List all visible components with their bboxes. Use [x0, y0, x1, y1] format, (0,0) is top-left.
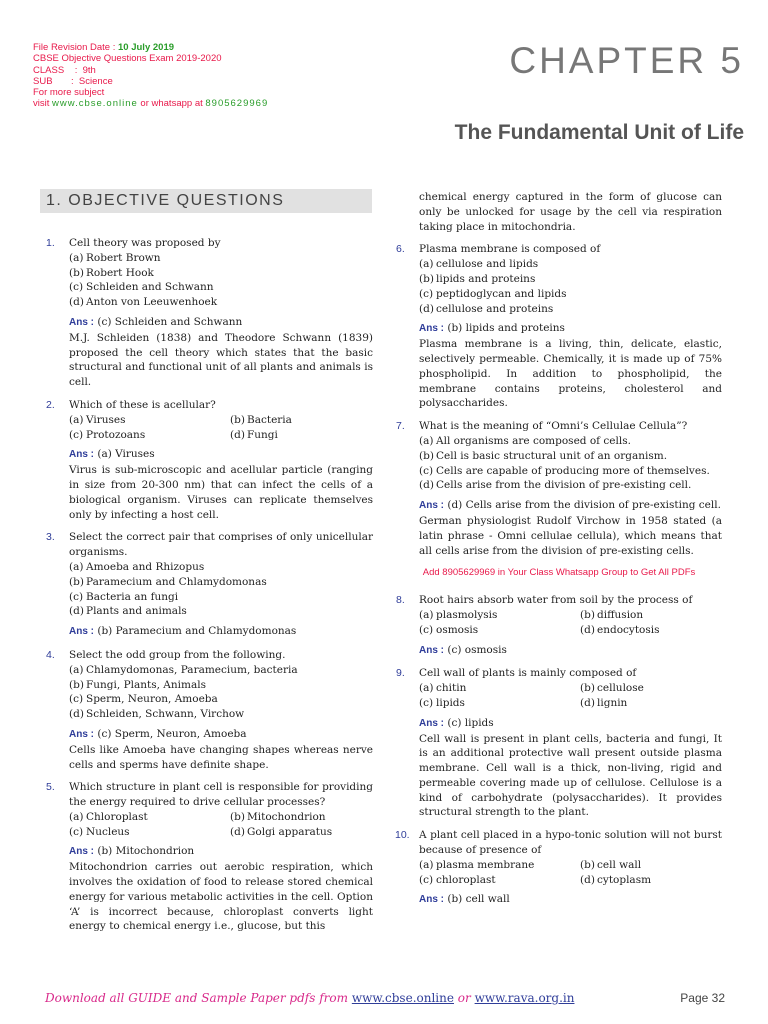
option-letter: (b) — [230, 413, 245, 426]
option-letter: (a) — [69, 663, 84, 676]
option-text: Schleiden and Schwann — [86, 281, 214, 294]
answer-text: (c) Schleiden and Schwann — [97, 315, 243, 328]
option-text: Chloroplast — [86, 810, 148, 823]
option-letter: (c) — [69, 693, 84, 706]
option-letter: (c) — [419, 873, 434, 886]
answer — [69, 447, 373, 463]
option-text: cytoplasm — [597, 873, 652, 886]
question-stem: Select the odd group from the following. — [69, 648, 286, 661]
option-text: Plants and animals — [86, 605, 187, 618]
option-letter: (a) — [69, 413, 84, 426]
answer-text: (b) Mitochondrion — [97, 845, 195, 858]
option — [230, 825, 373, 840]
option-letter: (a) — [419, 258, 434, 271]
option-letter: (c) — [69, 590, 84, 603]
section-heading-bar — [40, 189, 372, 213]
option-text: plasmolysis — [436, 608, 498, 621]
answer-text: (b) lipids and proteins — [447, 322, 565, 335]
question-stem: Select the correct pair that comprises of only unicellular organisms. — [69, 531, 373, 559]
option-text: endocytosis — [597, 623, 660, 636]
answer — [419, 643, 722, 659]
option-text: Sperm, Neuron, Amoeba — [86, 693, 218, 706]
option — [69, 810, 230, 825]
chapter-heading: CHAPTER 5 — [509, 40, 744, 81]
question-stem: A plant cell placed in a hypo-tonic solution will not burst because of presence of — [419, 829, 722, 857]
option-text: Fungi, Plants, Animals — [86, 678, 206, 691]
option-text: Amoeba and Rhizopus — [86, 560, 205, 573]
option — [580, 696, 722, 711]
option — [419, 696, 580, 711]
answer — [419, 321, 722, 337]
option-text: Anton von Leeuwenhoek — [86, 296, 218, 309]
question-number: 1. — [46, 237, 55, 249]
option-text: Paramecium and Chlamydomonas — [86, 575, 267, 588]
option-text: Golgi apparatus — [247, 825, 333, 838]
exam-line: CBSE Objective Questions Exam 2019-2020 — [33, 53, 222, 65]
option-letter: (a) — [419, 608, 434, 621]
option-text: plasma membrane — [436, 858, 535, 871]
answer-label: Ans : — [69, 728, 94, 740]
option-text: Bacteria an fungi — [86, 590, 179, 603]
explanation: Virus is sub-microscopic and acellular particle (ranging in size from 20-300 nm) that can infect the cells of a biological organism. Viruses can replicate themselves only by infecting a host cell. — [69, 464, 373, 521]
option — [69, 251, 373, 266]
option — [230, 413, 373, 428]
explanation: Plasma membrane is a living, thin, delicate, elastic, selectively permeable. Chemically, it is made up of 75% phospholipid. In addition to phospholipid, the membrane contains proteins, cholesterol and polysaccharides. — [419, 338, 722, 410]
option-letter: (d) — [69, 708, 84, 721]
option-text: Mitochondrion — [247, 810, 326, 823]
whatsapp-label: or whatsapp at — [140, 98, 203, 110]
option-letter: (a) — [69, 810, 84, 823]
option-letter: (c) — [419, 696, 434, 709]
question-10 — [396, 828, 722, 908]
option-text: Protozoans — [86, 428, 146, 441]
option-letter: (b) — [580, 858, 595, 871]
whatsapp-promo: Add 8905629969 in Your Class Whatsapp Group to Get All PDFs — [422, 567, 696, 579]
option — [230, 810, 373, 825]
question-stem: Which structure in plant cell is responsible for providing the energy required to drive cellular processes? — [69, 781, 373, 809]
option-text: cell wall — [597, 858, 642, 871]
option-letter: (a) — [419, 858, 434, 871]
question-number: 10. — [395, 829, 410, 842]
option-letter: (b) — [419, 272, 434, 285]
option-text: chloroplast — [436, 873, 496, 886]
question-8 — [396, 593, 722, 658]
option-letter: (b) — [230, 810, 245, 823]
answer — [69, 624, 373, 640]
option — [69, 707, 373, 722]
option-letter: (b) — [419, 449, 434, 462]
answer — [69, 315, 373, 331]
answer-label: Ans : — [69, 316, 94, 328]
answer-text: (c) lipids — [447, 716, 494, 729]
option-text: chitin — [436, 682, 467, 695]
question-stem: Which of these is acellular? — [69, 398, 216, 411]
option-letter: (d) — [580, 696, 595, 709]
answer-text: (d) Cells arise from the division of pre-existing cell. — [447, 499, 721, 512]
option — [69, 604, 373, 619]
page-number: Page 32 — [680, 991, 725, 1005]
question-number: 7. — [396, 420, 405, 433]
option-letter: (d) — [419, 479, 434, 492]
option — [580, 608, 722, 623]
left-column — [46, 236, 373, 942]
answer-text: (c) Sperm, Neuron, Amoeba — [97, 727, 247, 740]
question-6 — [396, 242, 722, 411]
answer-text: (b) Paramecium and Chlamydomonas — [97, 625, 297, 638]
option — [419, 478, 722, 493]
option-letter: (c) — [69, 281, 84, 294]
option — [419, 608, 580, 623]
question-7 — [396, 419, 722, 558]
option-text: All organisms are composed of cells. — [436, 434, 631, 447]
option — [69, 575, 373, 590]
option-text: Nucleus — [86, 825, 130, 838]
options-grid — [69, 810, 373, 840]
question-9 — [396, 666, 722, 820]
option-letter: (a) — [69, 560, 84, 573]
explanation: Cells like Amoeba have changing shapes whereas nerve cells and sperms have definite shape. — [69, 743, 373, 771]
option-text: Cell is basic structural unit of an organism. — [436, 449, 668, 462]
option — [69, 590, 373, 605]
question-3 — [46, 530, 373, 640]
footer-link-rava[interactable]: www.rava.org.in — [474, 991, 575, 1005]
options-grid — [419, 858, 722, 888]
option — [69, 266, 373, 281]
question-stem: Plasma membrane is composed of — [419, 243, 601, 256]
option-letter: (a) — [69, 251, 84, 264]
answer-label: Ans : — [419, 323, 444, 335]
explanation: M.J. Schleiden (1838) and Theodore Schwann (1839) proposed the cell theory which states that the basic structural and functional unit of all plants and animals is cell. — [69, 331, 373, 389]
question-number: 5. — [46, 781, 55, 794]
option — [69, 560, 373, 575]
question-number: 4. — [46, 648, 55, 661]
option — [419, 681, 580, 696]
subject-line: SUB : Science — [33, 75, 113, 87]
option-text: Robert Brown — [86, 251, 161, 264]
question-number: 8. — [396, 594, 405, 607]
page-footer — [45, 991, 725, 1005]
option-letter: (c) — [69, 428, 84, 441]
option-letter: (d) — [419, 302, 434, 315]
option-letter: (c) — [69, 825, 84, 838]
question-number: 2. — [46, 398, 55, 411]
question-5 — [46, 780, 373, 934]
option-text: cellulose and proteins — [436, 302, 554, 315]
option-letter: (d) — [69, 296, 84, 309]
question-stem: Cell wall of plants is mainly composed of — [419, 667, 637, 680]
option — [69, 663, 373, 678]
option-letter: (c) — [419, 623, 434, 636]
option-letter: (b) — [580, 608, 595, 621]
class-line: CLASS : 9th — [33, 64, 96, 76]
whatsapp-number: 8905629969 — [205, 98, 269, 110]
footer-text: Download all GUIDE and Sample Paper pdfs from — [45, 991, 348, 1005]
option — [580, 858, 722, 873]
option-text: Cells arise from the division of pre-existing cell. — [436, 479, 692, 492]
option — [69, 825, 230, 840]
answer-label: Ans : — [69, 449, 94, 461]
answer — [419, 892, 722, 908]
file-info — [33, 42, 268, 110]
option-text: Chlamydomonas, Paramecium, bacteria — [86, 663, 298, 676]
question-stem: Cell theory was proposed by — [69, 237, 221, 249]
options-grid — [69, 413, 373, 443]
answer — [69, 844, 373, 860]
option-text: cellulose — [597, 682, 644, 695]
option — [419, 449, 722, 464]
answer-label: Ans : — [419, 644, 444, 656]
question-number: 6. — [396, 243, 405, 256]
visit-label: visit — [33, 98, 50, 110]
option — [419, 623, 580, 638]
section-heading: 1. OBJECTIVE QUESTIONS — [46, 192, 285, 209]
option — [69, 428, 230, 443]
option — [580, 873, 722, 888]
footer-link-cbse[interactable]: www.cbse.online — [351, 991, 454, 1005]
answer — [69, 727, 373, 743]
option-text: Bacteria — [247, 413, 292, 426]
option-text: lipids — [436, 696, 465, 709]
answer-text: (b) cell wall — [447, 893, 510, 906]
question-2 — [46, 398, 373, 522]
option — [230, 428, 373, 443]
option — [580, 623, 722, 638]
option — [419, 257, 722, 272]
explanation: Mitochondrion carries out aerobic respiration, which involves the oxidation of food to release stored chemical energy for various metabolic activities in the cell. Option ‘A’ is incorrect because, chloroplast converts light energy to chemical energy i.e., glucose, but this — [69, 861, 373, 933]
option-letter: (a) — [419, 434, 434, 447]
right-column — [396, 190, 722, 916]
option-letter: (b) — [69, 266, 84, 279]
option — [419, 434, 722, 449]
answer — [419, 716, 722, 732]
option-letter: (d) — [580, 873, 595, 886]
option — [580, 681, 722, 696]
option — [69, 678, 373, 693]
option — [419, 272, 722, 287]
option-text: lipids and proteins — [436, 272, 536, 285]
explanation-continuation: chemical energy captured in the form of glucose can only be unlocked for usage by the cell via respiration taking place in mitochondria. — [419, 191, 722, 233]
explanation: German physiologist Rudolf Virchow in 1958 stated (a latin phrase - Omni cellulae cellula), which means that all cells arise from the division of pre-existing cells. — [419, 514, 722, 557]
option-letter: (c) — [419, 464, 434, 477]
option-text: Viruses — [86, 413, 126, 426]
question-1 — [46, 236, 373, 390]
answer-label: Ans : — [419, 894, 444, 906]
option-letter: (d) — [230, 428, 245, 441]
site-link[interactable]: www.cbse.online — [52, 98, 138, 110]
option — [69, 280, 373, 295]
option-text: osmosis — [436, 623, 479, 636]
answer-text: (c) osmosis — [447, 643, 507, 656]
answer-label: Ans : — [69, 626, 94, 638]
option-text: Cells are capable of producing more of themselves. — [436, 464, 710, 477]
answer — [419, 498, 722, 514]
option-text: Schleiden, Schwann, Virchow — [86, 708, 245, 721]
more-subject-line: For more subject — [33, 87, 105, 99]
option-text: Fungi — [247, 428, 278, 441]
revision-date-line — [33, 42, 268, 53]
question-stem: Root hairs absorb water from soil by the process of — [419, 594, 693, 607]
question-number: 9. — [396, 667, 405, 680]
answer-label: Ans : — [419, 500, 444, 512]
visit-line — [33, 98, 268, 109]
options-grid — [419, 681, 722, 711]
answer-text: (a) Viruses — [97, 448, 155, 461]
option — [69, 692, 373, 707]
chapter-title: The Fundamental Unit of Life — [454, 121, 744, 144]
option-text: cellulose and lipids — [436, 258, 539, 271]
option-text: lignin — [597, 696, 628, 709]
option — [419, 464, 722, 479]
option-letter: (b) — [69, 678, 84, 691]
option-text: peptidoglycan and lipids — [436, 287, 567, 300]
revision-label: File Revision Date : — [33, 42, 116, 53]
option — [69, 295, 373, 310]
option — [419, 858, 580, 873]
option-letter: (d) — [580, 623, 595, 636]
footer-or: or — [457, 991, 471, 1005]
option-text: Robert Hook — [86, 266, 154, 279]
question-number: 3. — [46, 531, 55, 544]
answer-label: Ans : — [419, 717, 444, 729]
answer-label: Ans : — [69, 846, 94, 858]
option-letter: (b) — [580, 682, 595, 695]
option — [419, 302, 722, 317]
revision-date: 10 July 2019 — [118, 42, 175, 53]
option — [419, 287, 722, 302]
option-letter: (d) — [69, 605, 84, 618]
options-grid — [419, 608, 722, 638]
option-letter: (c) — [419, 287, 434, 300]
option-letter: (a) — [419, 682, 434, 695]
question-4 — [46, 648, 373, 772]
option — [69, 413, 230, 428]
option-text: diffusion — [597, 608, 644, 621]
explanation: Cell wall is present in plant cells, bacteria and fungi, It is an additional protective wall present outside plasma membrane. Cell wall is a thick, non-living, rigid and permeable covering made up of cellulose. Cellulose is a kind of carbohydrate (polysaccharides). It provides structural strength to the plant. — [419, 732, 722, 819]
option-letter: (b) — [69, 575, 84, 588]
option — [419, 873, 580, 888]
question-stem: What is the meaning of “Omni’s Cellulae Cellula”? — [419, 420, 688, 433]
option-letter: (d) — [230, 825, 245, 838]
